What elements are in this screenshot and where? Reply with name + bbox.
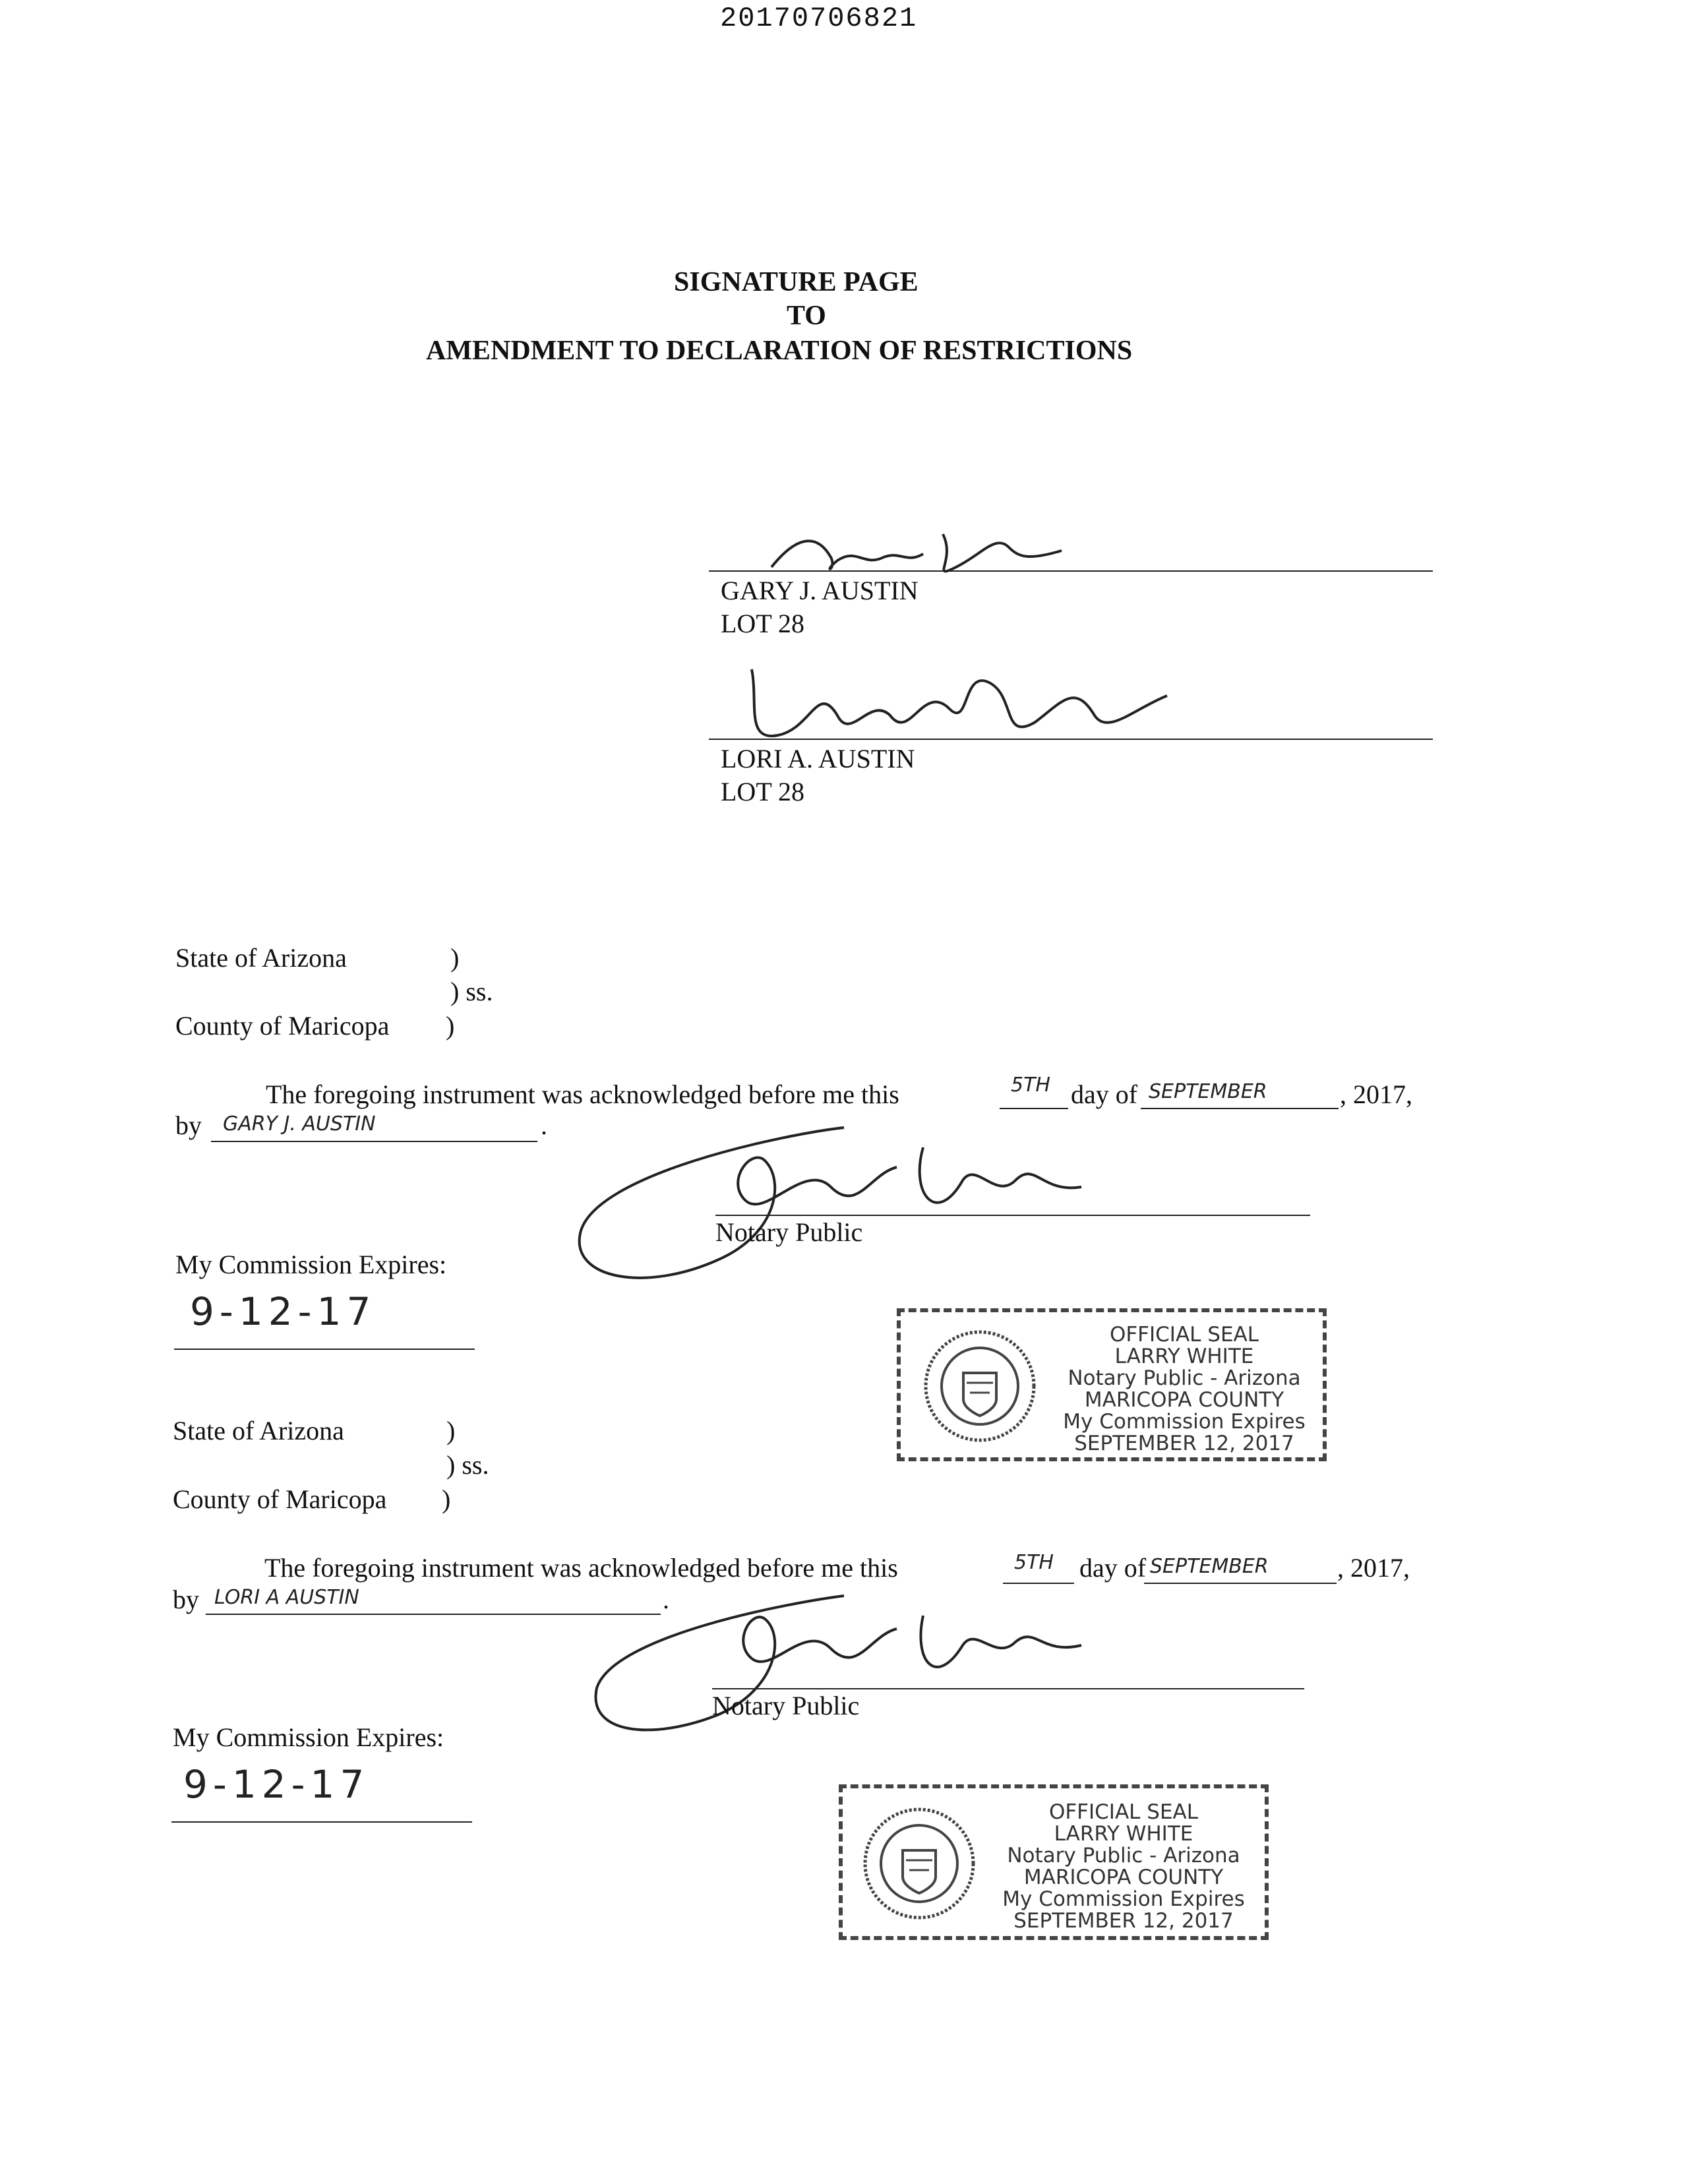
commission-line-2 — [171, 1821, 472, 1823]
commission-label-1: My Commission Expires: — [175, 1250, 447, 1279]
venue-county-1: County of Maricopa — [175, 1011, 390, 1041]
by-name-handwritten-1: GARY J. AUSTIN — [223, 1112, 376, 1136]
venue-ss-1: ) ss. — [450, 977, 493, 1006]
seal-line-name-1: LARRY WHITE — [1114, 1345, 1254, 1368]
commission-date-1: 9-12-17 — [190, 1289, 377, 1334]
document-number: 20170706821 — [720, 3, 918, 34]
by-period-1: . — [541, 1110, 547, 1140]
seal-line-notary-1: Notary Public - Arizona — [1068, 1366, 1301, 1390]
seal-line-official-1: OFFICIAL SEAL — [1109, 1323, 1259, 1347]
acknowledgment-text-1: The foregoing instrument was acknowledged before me this — [266, 1079, 899, 1109]
ack-month-handwritten-2: SEPTEMBER — [1150, 1555, 1269, 1578]
notary-signature-2 — [580, 1583, 1121, 1754]
ack-year-1: , 2017, — [1340, 1079, 1412, 1109]
seal-line-date-1: SEPTEMBER 12, 2017 — [1074, 1432, 1294, 1455]
ack-year-2: , 2017, — [1337, 1553, 1410, 1583]
ack-day-label-2: day of — [1079, 1553, 1147, 1583]
official-seal-stamp-1 — [897, 1308, 1327, 1461]
seal-line-county-1: MARICOPA COUNTY — [1084, 1388, 1284, 1412]
notary-label-1: Notary Public — [715, 1217, 863, 1247]
venue-county-2: County of Maricopa — [173, 1484, 387, 1514]
by-name-handwritten-2: LORI A AUSTIN — [214, 1586, 359, 1609]
seal-line-official-2: OFFICIAL SEAL — [1048, 1800, 1199, 1824]
commission-date-2: 9-12-17 — [183, 1762, 370, 1807]
notary-label-2: Notary Public — [712, 1691, 860, 1720]
signer-name-lori: LORI A. AUSTIN — [721, 744, 915, 774]
ack-month-line-2 — [1144, 1583, 1337, 1584]
ack-day-handwritten-2: 5TH — [1014, 1551, 1054, 1574]
seal-line-expires-1: My Commission Expires — [1063, 1410, 1306, 1434]
seal-line-county-2: MARICOPA COUNTY — [1023, 1866, 1224, 1889]
acknowledgment-text-2: The foregoing instrument was acknowledged before me this — [264, 1553, 898, 1583]
signer-lot-gary: LOT 28 — [721, 609, 805, 638]
signature-line-gary — [709, 570, 1433, 572]
venue-paren-1b: ) — [446, 1011, 455, 1041]
ack-day-label-1: day of — [1071, 1079, 1138, 1109]
notary-line-2 — [712, 1688, 1304, 1689]
seal-line-date-2: SEPTEMBER 12, 2017 — [1013, 1909, 1234, 1933]
ack-day-handwritten-1: 5TH — [1011, 1074, 1050, 1097]
commission-label-2: My Commission Expires: — [173, 1722, 444, 1752]
ack-month-handwritten-1: SEPTEMBER — [1149, 1080, 1267, 1103]
venue-paren-2a: ) — [446, 1416, 456, 1445]
signer-name-gary: GARY J. AUSTIN — [721, 576, 919, 605]
title-line-2: TO — [787, 301, 826, 331]
ack-day-line-1 — [1000, 1108, 1068, 1109]
signature-line-lori — [709, 739, 1433, 740]
ack-month-line-1 — [1141, 1108, 1339, 1109]
by-label-1: by — [175, 1110, 202, 1140]
title-line-1: SIGNATURE PAGE — [674, 267, 919, 297]
arizona-seal-icon — [920, 1327, 1039, 1445]
venue-ss-2: ) ss. — [446, 1450, 489, 1480]
commission-line-1 — [174, 1349, 475, 1350]
by-label-2: by — [173, 1585, 199, 1614]
arizona-seal-icon — [860, 1804, 979, 1923]
by-period-2: . — [663, 1585, 669, 1614]
venue-paren-2b: ) — [442, 1484, 451, 1514]
seal-line-notary-2: Notary Public - Arizona — [1007, 1844, 1240, 1867]
seal-line-expires-2: My Commission Expires — [1002, 1887, 1245, 1911]
signer-lot-lori: LOT 28 — [721, 777, 805, 806]
official-seal-stamp-2 — [839, 1784, 1269, 1940]
venue-state-1: State of Arizona — [175, 943, 347, 973]
venue-paren-1a: ) — [450, 943, 460, 973]
title-line-3: AMENDMENT TO DECLARATION OF RESTRICTIONS — [426, 336, 1133, 366]
venue-state-2: State of Arizona — [173, 1416, 344, 1445]
by-line-1 — [211, 1141, 537, 1142]
notary-signature-1 — [567, 1121, 1134, 1306]
notary-line-1 — [715, 1215, 1310, 1216]
seal-line-name-2: LARRY WHITE — [1054, 1822, 1193, 1846]
